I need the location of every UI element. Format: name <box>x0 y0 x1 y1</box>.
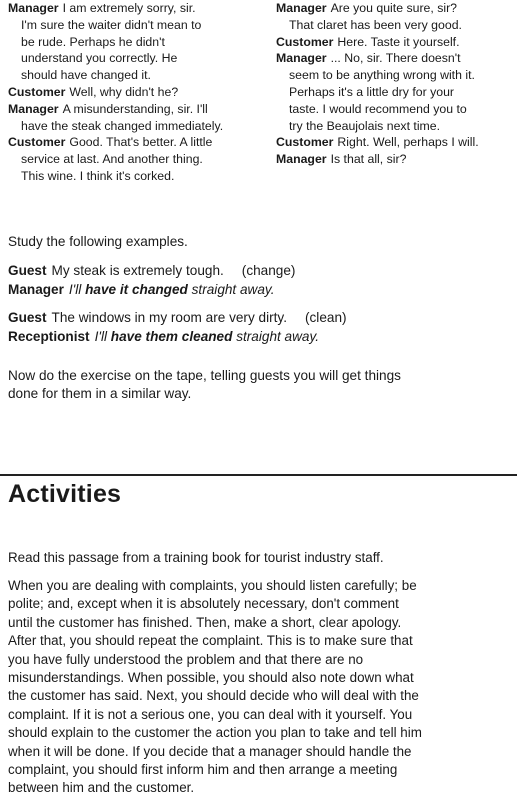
dialogue-turn <box>276 134 514 151</box>
example-guest-line <box>8 308 513 327</box>
dialogue-line: taste. I would recommend you to <box>289 101 467 116</box>
dialogue-turn <box>8 0 266 17</box>
example-reply-pre: I'll <box>68 282 86 297</box>
dialogue-line: Good. That's better. A little <box>69 135 213 150</box>
dialogue-turn <box>276 50 514 67</box>
example-cue: (change) <box>241 263 296 278</box>
example-block <box>8 308 513 346</box>
example-cue: (clean) <box>304 310 347 325</box>
example-reply-bold: have them cleaned <box>110 329 233 344</box>
example-reply-post: straight away. <box>187 282 275 297</box>
dialogue-line: Well, why didn't he? <box>69 84 179 99</box>
passage-intro: Read this passage from a training book for tourist industry staff. <box>8 550 384 565</box>
training-passage <box>8 577 513 798</box>
dialogue-turn <box>8 134 266 151</box>
dialogue-line: Perhaps it's a little dry for your <box>289 84 455 99</box>
dialogue-left-column <box>8 0 266 185</box>
passage-line: the customer has said. Next, you should decide who will deal with the <box>8 688 419 704</box>
dialogue-turn <box>276 0 514 17</box>
dialogue-line: try the Beaujolais next time. <box>289 118 441 133</box>
example-reply-line <box>8 280 513 299</box>
speaker-label: Customer <box>276 135 334 150</box>
dialogue-line: be rude. Perhaps he didn't <box>21 34 165 49</box>
dialogue-turn <box>8 84 266 101</box>
study-intro: Study the following examples. <box>8 234 188 249</box>
example-guest-text: The windows in my room are very dirty. <box>51 310 287 325</box>
speaker-label: Customer <box>276 34 334 49</box>
speaker-label: Guest <box>8 263 47 278</box>
dialogue-line: service at last. And another thing. <box>21 152 203 167</box>
passage-line: After that, you should repeat the complaint. This is to make sure that <box>8 633 413 649</box>
dialogue-line: Right. Well, perhaps I will. <box>337 135 479 150</box>
dialogue-line: should have changed it. <box>21 68 151 83</box>
instruction-line: Now do the exercise on the tape, telling guests you will get things <box>8 368 401 383</box>
dialogue-line: I am extremely sorry, sir. <box>62 1 196 15</box>
dialogue-line: seem to be anything wrong with it. <box>289 68 475 83</box>
speaker-label: Manager <box>276 1 327 15</box>
speaker-label: Guest <box>8 310 47 325</box>
dialogue-line: Are you quite sure, sir? <box>330 1 458 15</box>
dialogue-line: ... No, sir. There doesn't <box>330 51 461 66</box>
passage-line: complaint. If it is not a serious one, you can deal with it yourself. You <box>8 706 413 722</box>
dialogue-line: have the steak changed immediately. <box>21 118 224 133</box>
dialogue-line: understand you correctly. He <box>21 51 178 66</box>
speaker-label: Customer <box>8 84 66 99</box>
speaker-label: Manager <box>8 282 64 297</box>
section-divider <box>0 474 517 476</box>
speaker-label: Manager <box>8 101 59 116</box>
speaker-label: Manager <box>276 51 327 66</box>
example-guest-text: My steak is extremely tough. <box>51 263 224 278</box>
activities-heading: Activities <box>8 480 122 508</box>
speaker-label: Manager <box>276 152 327 167</box>
passage-line: When you are dealing with complaints, you should listen carefully; be <box>8 578 417 593</box>
dialogue-line: Here. Taste it yourself. <box>337 34 460 49</box>
example-reply-bold: have it changed <box>85 282 188 297</box>
instruction-line: done for them in a similar way. <box>8 385 192 401</box>
example-reply-pre: I'll <box>94 329 111 344</box>
passage-line: complaint, you should first inform him and then arrange a meeting <box>8 762 398 778</box>
dialogue-turn <box>8 101 266 118</box>
speaker-label: Manager <box>8 1 59 15</box>
example-reply-post: straight away. <box>232 329 320 344</box>
dialogue-line: That claret has been very good. <box>289 17 462 32</box>
passage-line: you have fully understood the problem and that there are no <box>8 651 364 667</box>
example-block <box>8 261 513 299</box>
example-reply-line <box>8 327 513 346</box>
dialogue-turn <box>276 151 514 168</box>
dialogue-text <box>63 0 266 17</box>
passage-line: until the customer has finished. Then, make a short, clear apology. <box>8 614 402 630</box>
example-guest-line <box>8 261 513 280</box>
dialogue-line: This wine. I think it's corked. <box>21 168 175 183</box>
exercise-instruction <box>8 367 513 402</box>
dialogue-line: A misunderstanding, sir. I'll <box>62 101 208 116</box>
dialogue-right-column <box>276 0 514 168</box>
dialogue-turn <box>276 34 514 51</box>
passage-line: polite; and, except when it is absolutely necessary, don't comment <box>8 596 399 612</box>
passage-line: when it will be done. If you decide that a manager should handle the <box>8 743 412 759</box>
passage-line: misunderstandings. When possible, you should also note down what <box>8 670 414 686</box>
dialogue-line: I'm sure the waiter didn't mean to <box>21 17 202 32</box>
dialogue-line: Is that all, sir? <box>330 152 407 167</box>
speaker-label: Receptionist <box>8 329 90 344</box>
passage-line: between him and the customer. <box>8 780 195 796</box>
passage-line: should explain to the customer the action you plan to take and tell him <box>8 725 422 741</box>
speaker-label: Customer <box>8 135 66 150</box>
